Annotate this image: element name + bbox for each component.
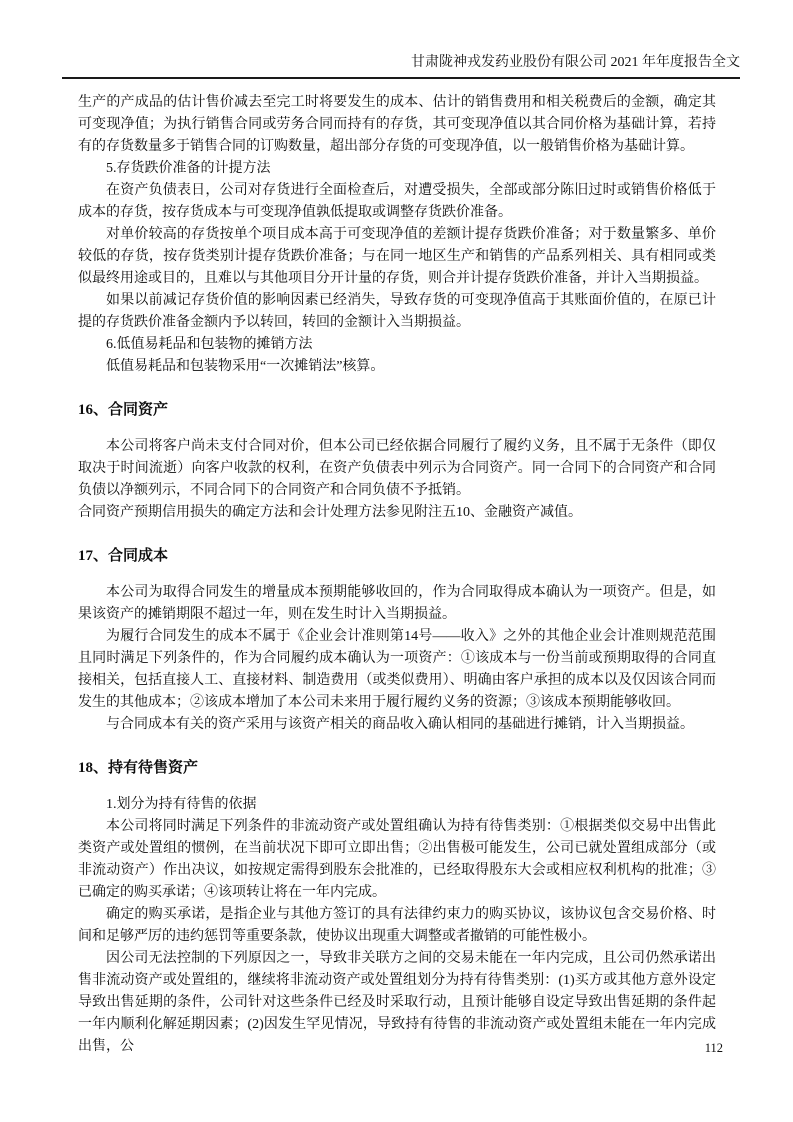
paragraph: 低值易耗品和包装物采用“一次摊销法”核算。 <box>106 359 385 374</box>
paragraph: 确定的购买承诺，是指企业与其他方签订的具有法律约束力的购买协议，该协议包含交易价格、时间和足够严厉的违约惩罚等重要条款，使协议出现重大调整或者撤销的可能性极小。 <box>78 907 716 944</box>
paragraph: 在资产负债表日，公司对存货进行全面检查后，对遭受损失，全部或部分陈旧过时或销售价格低于成本的存货，按存货成本与可变现净值孰低提取或调整存货跌价准备。 <box>78 183 716 220</box>
page-header <box>62 54 740 79</box>
paragraph: 6.低值易耗品和包装物的摊销方法 <box>106 337 313 352</box>
document-body <box>78 92 716 1058</box>
paragraph: 生产的产成品的估计售价减去至完工时将要发生的成本、估计的销售费用和相关税费后的金额，确定其可变现净值；为执行销售合同或劳务合同而持有的存货，其可变现净值以其合同价格为基础计算，若持有的存货数量多于销售合同的订购数量，超出部分存货的可变现净值，以一般销售价格为基础计算。 <box>78 95 716 154</box>
section-heading: 16、合同资产 <box>78 402 169 418</box>
paragraph: 5.存货跌价准备的计提方法 <box>106 161 271 176</box>
paragraph: 对单价较高的存货按单个项目成本高于可变现净值的差额计提存货跌价准备；对于数量繁多、单价较低的存货，按存货类别计提存货跌价准备；与在同一地区生产和销售的产品系列相关、具有相同或类似最终用途或目的，且难以与其他项目分开计量的存货，则合并计提存货跌价准备，并计入当期损益。 <box>78 227 716 286</box>
paragraph: 为履行合同发生的成本不属于《企业会计准则第14号——收入》之外的其他企业会计准则规范范围且同时满足下列条件的，作为合同履约成本确认为一项资产：①该成本与一份当前或预期取得的合同直接相关，包括直接人工、直接材料、制造费用（或类似费用）、明确由客户承担的成本以及仅因该合同而发生的其他成本；②该成本增加了本公司未来用于履行履约义务的资源；③该成本预期能够收回。 <box>78 629 716 710</box>
paragraph: 与合同成本有关的资产采用与该资产相关的商品收入确认相同的基础进行摊销，计入当期损益。 <box>106 717 694 732</box>
section-heading: 18、持有待售资产 <box>78 760 199 776</box>
paragraph: 本公司将客户尚未支付合同对价，但本公司已经依据合同履行了履约义务，且不属于无条件（即仅取决于时间流逝）向客户收款的权利，在资产负债表中列示为合同资产。同一合同下的合同资产和合同负债以净额列示，不同合同下的合同资产和合同负债不予抵销。 <box>78 439 716 498</box>
header-title: 甘肃陇神戎发药业股份有限公司 2021 年年度报告全文 <box>411 55 740 70</box>
paragraph: 因公司无法控制的下列原因之一，导致非关联方之间的交易未能在一年内完成，且公司仍然承诺出售非流动资产或处置组的，继续将非流动资产或处置组划分为持有待售类别：(1)买方或其他方意外设定导致出售延期的条件，公司针对这些条件已经及时采取行动，且预计能够自设定导致出售延期的条件起一年内顺利化解延期因素；(2)因发生罕见情况，导致持有待售的非流动资产或处置组未能在一年内完成出售，公 <box>78 951 716 1054</box>
section-heading: 17、合同成本 <box>78 548 169 564</box>
paragraph: 本公司将同时满足下列条件的非流动资产或处置组确认为持有待售类别：①根据类似交易中出售此类资产或处置组的惯例，在当前状况下即可立即出售；②出售极可能发生，公司已就处置组成部分（或非流动资产）作出决议，如按规定需得到股东会批准的，已经取得股东大会或相应权利机构的批准；③已确定的购买承诺；④该项转让将在一年内完成。 <box>78 819 716 900</box>
paragraph: 本公司为取得合同发生的增量成本预期能够收回的，作为合同取得成本确认为一项资产。但是，如果该资产的摊销期限不超过一年，则在发生时计入当期损益。 <box>78 585 716 622</box>
page-number: 112 <box>704 1041 723 1055</box>
paragraph: 1.划分为持有待售的依据 <box>106 797 257 812</box>
paragraph: 如果以前减记存货价值的影响因素已经消失，导致存货的可变现净值高于其账面价值的，在原已计提的存货跌价准备金额内予以转回，转回的金额计入当期损益。 <box>78 293 716 330</box>
paragraph: 合同资产预期信用损失的确定方法和会计处理方法参见附注五10、金融资产减值。 <box>78 505 582 520</box>
